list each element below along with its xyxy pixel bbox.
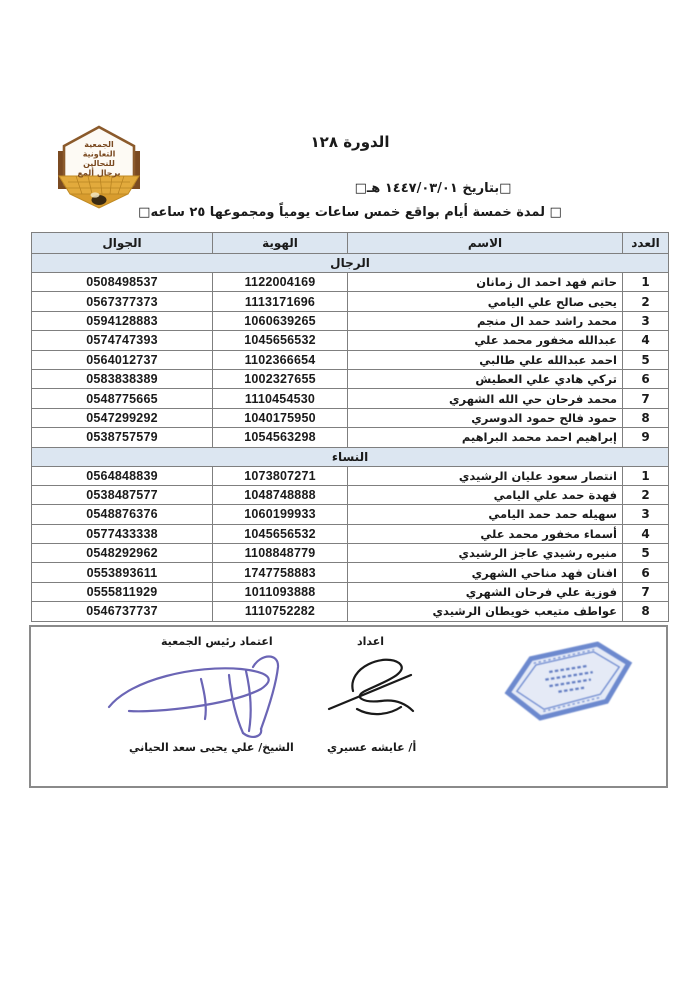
approval-title: اعتماد رئيس الجمعية (161, 635, 273, 648)
table-row (32, 505, 669, 524)
cell-mobile: 0538487577 (32, 485, 213, 504)
header-cell-count: العدد (623, 233, 669, 254)
table-header-row (32, 233, 669, 254)
section-row (32, 447, 669, 466)
cell-num: 8 (623, 408, 669, 427)
table-row (32, 369, 669, 388)
cell-id: 1108848779 (213, 544, 348, 563)
cell-num: 5 (623, 350, 669, 369)
table-row (32, 466, 669, 485)
cell-num: 3 (623, 505, 669, 524)
cell-num: 3 (623, 311, 669, 330)
cell-id: 1054563298 (213, 428, 348, 447)
cell-id: 1073807271 (213, 466, 348, 485)
table-row (32, 408, 669, 427)
cell-mobile: 0553893611 (32, 563, 213, 582)
prepared-signature (323, 647, 423, 735)
header-cell-mobile: الجوال (32, 233, 213, 254)
cell-mobile: 0548775665 (32, 389, 213, 408)
cell-id: 1110752282 (213, 602, 348, 621)
table-row (32, 389, 669, 408)
table-row (32, 331, 669, 350)
date-line: □بتاريخ ١٤٤٧/٠٣/٠١ هـ□ (354, 181, 512, 196)
section-row (32, 254, 669, 273)
cell-name: يحيى صالح علي اليامي (348, 292, 623, 311)
prepared-signature-block (309, 633, 439, 783)
cell-num: 4 (623, 524, 669, 543)
cell-mobile: 0548876376 (32, 505, 213, 524)
cell-name: فوزية علي فرحان الشهري (348, 582, 623, 601)
logo-text-line: التعاونية (82, 149, 116, 159)
approval-signature (101, 645, 331, 741)
cell-id: 1102366654 (213, 350, 348, 369)
cell-num: 1 (623, 466, 669, 485)
signature-box (29, 625, 668, 788)
cell-num: 4 (623, 331, 669, 350)
cell-id: 1060199933 (213, 505, 348, 524)
official-stamp-icon (499, 641, 639, 723)
cell-id: 1045656532 (213, 331, 348, 350)
cell-mobile: 0564012737 (32, 350, 213, 369)
cell-id: 1040175950 (213, 408, 348, 427)
roster-table-body (32, 254, 669, 622)
cell-mobile: 0564848839 (32, 466, 213, 485)
cell-name: فهدة حمد علي اليامي (348, 485, 623, 504)
prepared-title: اعداد (357, 635, 385, 648)
cell-id: 1122004169 (213, 273, 348, 292)
cell-mobile: 0508498537 (32, 273, 213, 292)
table-row (32, 544, 669, 563)
cell-num: 8 (623, 602, 669, 621)
cell-mobile: 0555811929 (32, 582, 213, 601)
cell-id: 1747758883 (213, 563, 348, 582)
cell-name: عبدالله مخفور محمد علي (348, 331, 623, 350)
approval-signature-block (101, 633, 331, 783)
cell-name: انتصار سعود عليان الرشيدي (348, 466, 623, 485)
cell-id: 1110454530 (213, 389, 348, 408)
cell-name: تركي هادي علي العطيش (348, 369, 623, 388)
header-cell-name: الاسم (348, 233, 623, 254)
cell-name: احمد عبدالله علي طالبي (348, 350, 623, 369)
cell-mobile: 0577433338 (32, 524, 213, 543)
cell-name: افنان فهد مناحي الشهري (348, 563, 623, 582)
cell-mobile: 0594128883 (32, 311, 213, 330)
cell-name: سهيله حمد حمد اليامي (348, 505, 623, 524)
table-row (32, 428, 669, 447)
bee-wing (91, 192, 100, 197)
approval-name: الشيخ/ علي يحيى سعد الحياني (129, 741, 294, 754)
cell-mobile: 0548292962 (32, 544, 213, 563)
cell-name: منيره رشيدي عاجز الرشيدي (348, 544, 623, 563)
table-row (32, 311, 669, 330)
cell-name: أسماء مخفور محمد علي (348, 524, 623, 543)
section-label: الرجال (32, 254, 669, 273)
cell-name: محمد فرحان حي الله الشهري (348, 389, 623, 408)
cell-num: 2 (623, 292, 669, 311)
cell-name: حاتم فهد احمد ال زمانان (348, 273, 623, 292)
cell-num: 7 (623, 582, 669, 601)
page-title: الدورة ١٢٨ (310, 133, 390, 151)
roster-table (31, 232, 669, 622)
cell-id: 1045656532 (213, 524, 348, 543)
cell-num: 2 (623, 485, 669, 504)
logo-text-line: للنحالين (83, 159, 115, 168)
cell-mobile: 0546737737 (32, 602, 213, 621)
cell-mobile: 0547299292 (32, 408, 213, 427)
cell-num: 6 (623, 369, 669, 388)
table-row (32, 273, 669, 292)
table-row (32, 563, 669, 582)
table-row (32, 292, 669, 311)
cell-mobile: 0574747393 (32, 331, 213, 350)
section-label: النساء (32, 447, 669, 466)
table-row (32, 582, 669, 601)
cell-id: 1060639265 (213, 311, 348, 330)
cell-num: 6 (623, 563, 669, 582)
logo-honeycomb-band (59, 176, 139, 194)
table-row (32, 350, 669, 369)
cell-name: إبراهيم احمد محمد البراهيم (348, 428, 623, 447)
cell-num: 7 (623, 389, 669, 408)
cell-name: حمود فالح حمود الدوسري (348, 408, 623, 427)
header-cell-id: الهوية (213, 233, 348, 254)
cell-num: 1 (623, 273, 669, 292)
logo-text-line: برجال ألمع (77, 168, 121, 178)
table-row (32, 524, 669, 543)
cell-id: 1002327655 (213, 369, 348, 388)
cell-name: محمد راشد حمد ال منجم (348, 311, 623, 330)
logo-text-line: الجمعية (84, 140, 114, 149)
table-row (32, 485, 669, 504)
cell-mobile: 0538757579 (32, 428, 213, 447)
cell-num: 9 (623, 428, 669, 447)
cell-name: عواطف متيعب خويطان الرشيدي (348, 602, 623, 621)
cell-id: 1011093888 (213, 582, 348, 601)
prepared-name: أ/ عايشه عسيري (327, 741, 417, 754)
cell-id: 1048748888 (213, 485, 348, 504)
cell-id: 1113171696 (213, 292, 348, 311)
cell-mobile: 0567377373 (32, 292, 213, 311)
cell-mobile: 0583838389 (32, 369, 213, 388)
cell-num: 5 (623, 544, 669, 563)
table-row (32, 602, 669, 621)
duration-line: □ لمدة خمسة أيام بواقع خمس ساعات يومياً ومجموعها ٢٥ ساعه□ (138, 205, 562, 220)
